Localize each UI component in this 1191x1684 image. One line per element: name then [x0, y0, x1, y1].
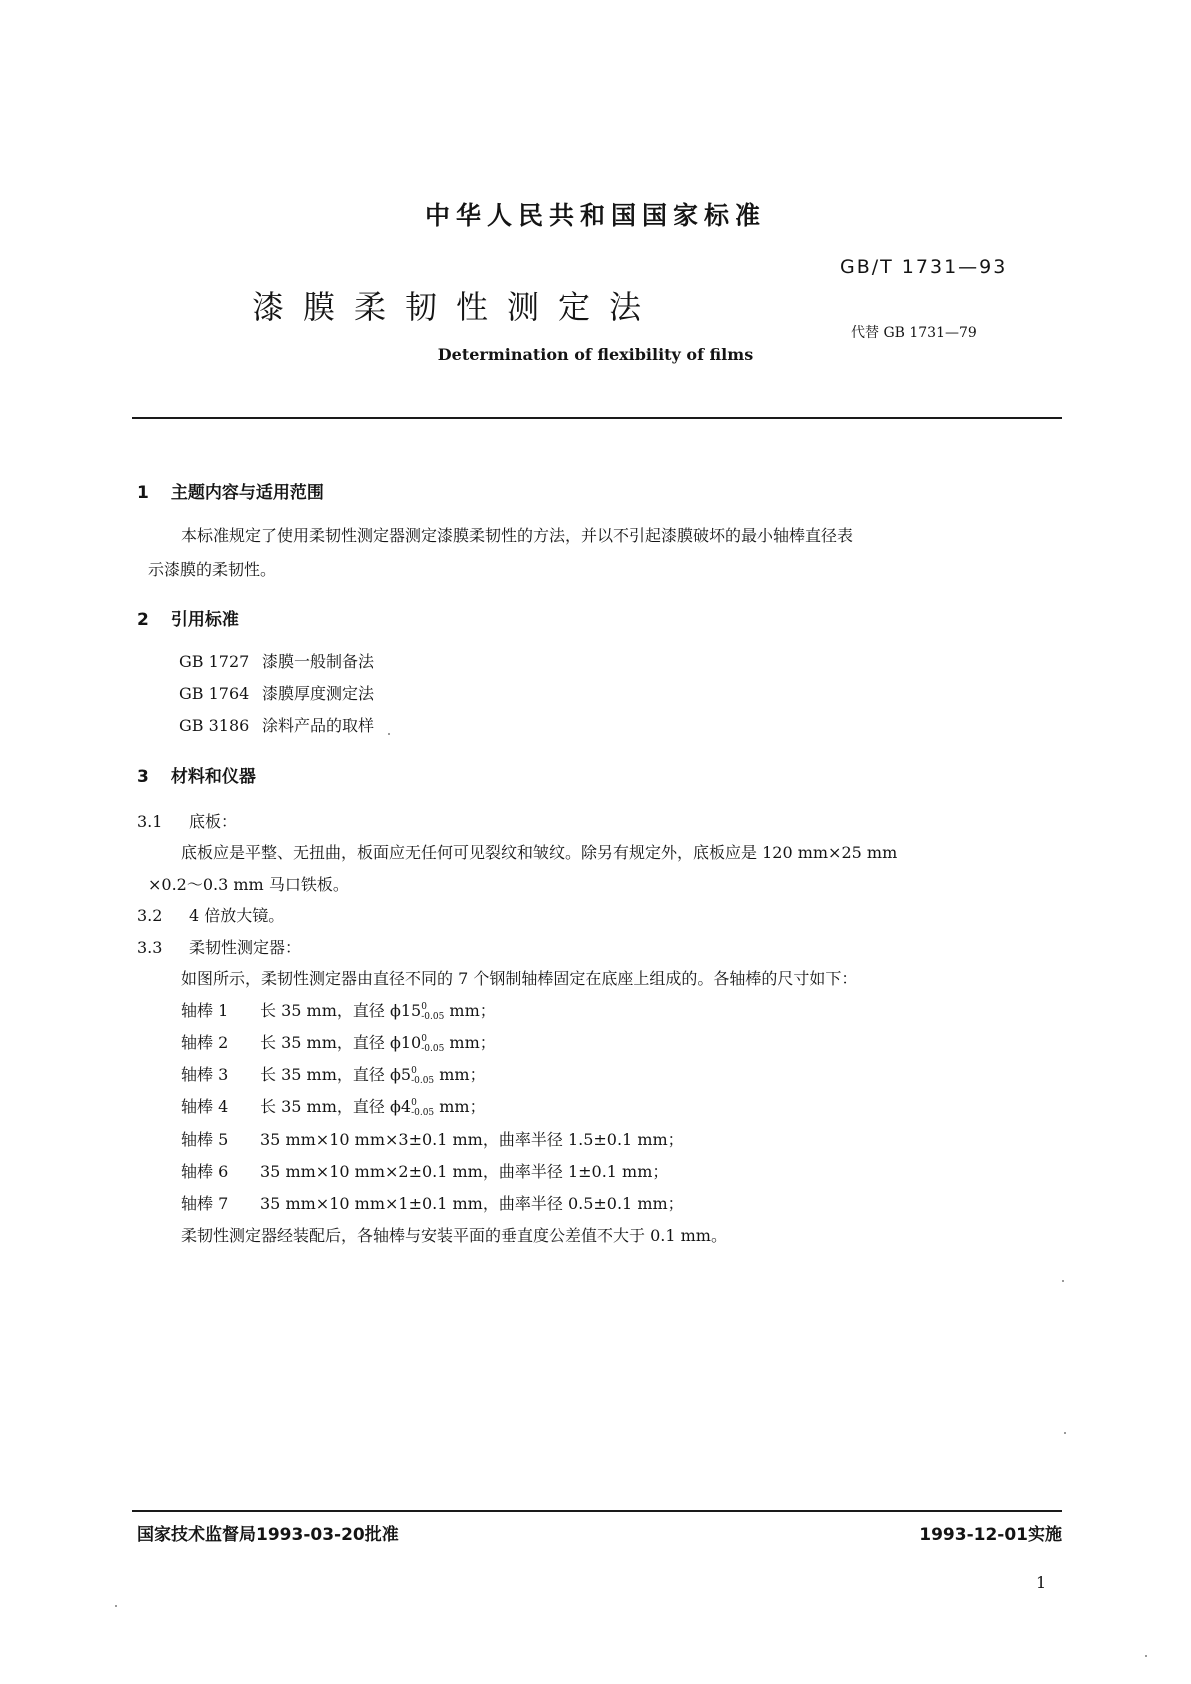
- subsection-3-3-closing: 柔韧性测定器经装配后，各轴棒与安装平面的垂直度公差值不大于 0.1 mm。: [181, 1226, 727, 1245]
- rod-spec-line: [181, 1094, 486, 1118]
- rod-unit: mm；: [434, 1097, 486, 1116]
- rod-name: 轴棒 1: [181, 1001, 229, 1020]
- rod-name: 轴棒 6: [181, 1162, 229, 1181]
- standard-number: GB/T 1731—93: [840, 256, 1008, 278]
- page-number: 1: [1036, 1573, 1047, 1592]
- subsection-number: 3.3: [137, 938, 163, 957]
- subsection-label: 底板：: [189, 812, 238, 831]
- tolerance-upper: 0: [421, 1001, 427, 1012]
- subsection-number: 3.1: [137, 812, 163, 831]
- rod-spec-line: [181, 1127, 684, 1150]
- section-number: 3: [137, 767, 149, 787]
- tolerance: [421, 1002, 444, 1022]
- rod-unit: mm；: [434, 1065, 486, 1084]
- rod-name: 轴棒 3: [181, 1065, 229, 1084]
- rod-name: 轴棒 2: [181, 1033, 229, 1052]
- tolerance-upper: 0: [411, 1065, 417, 1076]
- scan-speck: [1064, 1432, 1066, 1434]
- tolerance: [411, 1098, 434, 1118]
- reference-item: [179, 713, 374, 736]
- subsection-3-3-intro: 如图所示，柔韧性测定器由直径不同的 7 个钢制轴棒固定在底座上组成的。各轴棒的尺寸如下：: [181, 969, 858, 988]
- approval-date: 国家技术监督局1993-03-20批准: [137, 1525, 399, 1545]
- section-title: 材料和仪器: [170, 767, 256, 787]
- scan-speck: [1062, 1280, 1064, 1282]
- scan-speck: [1145, 1655, 1147, 1657]
- rod-spec: 长 35 mm，直径 ϕ4: [260, 1097, 412, 1116]
- reference-item: [179, 681, 374, 704]
- tolerance-upper: 0: [421, 1033, 427, 1044]
- rod-spec-line: [181, 1030, 496, 1054]
- tolerance: [411, 1066, 434, 1086]
- effective-date: 1993-12-01实施: [919, 1525, 1062, 1545]
- subsection-3-2-heading: [137, 903, 284, 926]
- subsection-number: 3.2: [137, 906, 163, 925]
- tolerance-lower: -0.05: [421, 1043, 445, 1054]
- reference-code: GB 1727: [179, 652, 250, 671]
- tolerance-lower: -0.05: [411, 1075, 435, 1086]
- section-1-text-line: 示漆膜的柔韧性。: [148, 560, 277, 579]
- subsection-label: 4 倍放大镜。: [189, 906, 285, 925]
- section-title: 引用标准: [170, 610, 239, 630]
- subsection-3-1-text-line: 底板应是平整、无扭曲，板面应无任何可见裂纹和皱纹。除另有规定外，底板应是 120 mm×25 mm: [181, 843, 898, 862]
- tolerance-upper: 0: [411, 1097, 417, 1108]
- replaces-note: 代替 GB 1731—79: [851, 325, 977, 341]
- header-divider: [132, 417, 1062, 419]
- rod-spec: 长 35 mm，直径 ϕ15: [260, 1001, 422, 1020]
- subsection-3-3-heading: [137, 935, 301, 958]
- reference-title: 漆膜一般制备法: [262, 652, 375, 671]
- rod-spec: 35 mm×10 mm×3±0.1 mm，曲率半径 1.5±0.1 mm；: [260, 1130, 684, 1149]
- rod-name: 轴棒 7: [181, 1194, 229, 1213]
- rod-spec-line: [181, 998, 496, 1022]
- page-title: 漆膜柔韧性测定法: [252, 288, 661, 326]
- scan-speck: [115, 1605, 117, 1607]
- rod-spec: 35 mm×10 mm×1±0.1 mm，曲率半径 0.5±0.1 mm；: [260, 1194, 684, 1213]
- rod-spec-line: [181, 1062, 486, 1086]
- national-standard-heading: 中华人民共和国国家标准: [424, 201, 766, 230]
- rod-spec: 长 35 mm，直径 ϕ5: [260, 1065, 412, 1084]
- reference-title: 漆膜厚度测定法: [262, 684, 375, 703]
- section-3-heading: [137, 762, 256, 787]
- english-title: Determination of flexibility of films: [437, 345, 754, 364]
- rod-unit: mm；: [444, 1033, 496, 1052]
- rod-spec-line: [181, 1159, 668, 1182]
- rod-name: 轴棒 4: [181, 1097, 229, 1116]
- subsection-3-1-text-line: ×0.2～0.3 mm 马口铁板。: [148, 875, 349, 894]
- section-title: 主题内容与适用范围: [170, 483, 324, 503]
- section-2-heading: [137, 605, 239, 630]
- tolerance-lower: -0.05: [411, 1107, 435, 1118]
- rod-spec-line: [181, 1191, 684, 1214]
- subsection-label: 柔韧性测定器：: [189, 938, 302, 957]
- section-1-text-line: 本标准规定了使用柔韧性测定器测定漆膜柔韧性的方法，并以不引起漆膜破坏的最小轴棒直径表: [181, 526, 854, 545]
- rod-spec: 长 35 mm，直径 ϕ10: [260, 1033, 422, 1052]
- rod-name: 轴棒 5: [181, 1130, 229, 1149]
- reference-code: GB 1764: [179, 684, 250, 703]
- reference-item: [179, 649, 374, 672]
- section-number: 2: [137, 610, 149, 630]
- reference-title: 涂料产品的取样: [262, 716, 375, 735]
- subsection-3-1-heading: [137, 809, 237, 832]
- section-1-heading: [137, 478, 324, 503]
- tolerance: [421, 1034, 444, 1054]
- rod-unit: mm；: [444, 1001, 496, 1020]
- section-number: 1: [137, 483, 149, 503]
- reference-code: GB 3186: [179, 716, 250, 735]
- scan-speck: [388, 733, 390, 735]
- rod-spec: 35 mm×10 mm×2±0.1 mm，曲率半径 1±0.1 mm；: [260, 1162, 669, 1181]
- tolerance-lower: -0.05: [421, 1011, 445, 1022]
- footer-divider: [132, 1510, 1062, 1512]
